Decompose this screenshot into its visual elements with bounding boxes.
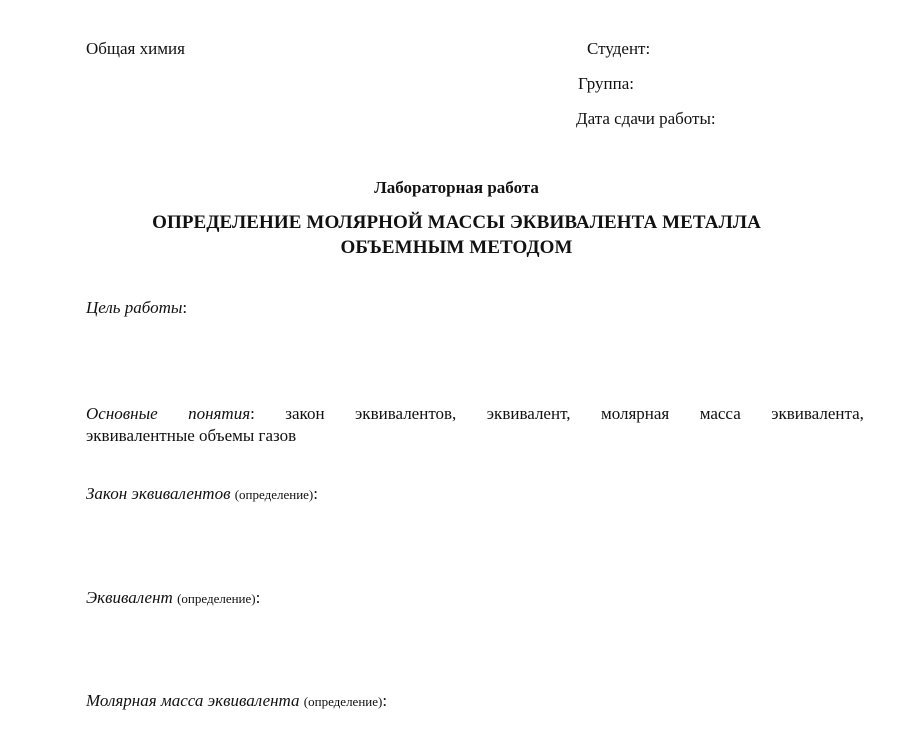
law-colon: : — [313, 484, 318, 503]
concepts-label-word-1: Основные — [86, 404, 158, 423]
goal-section — [86, 298, 187, 318]
goal-colon: : — [182, 298, 188, 317]
molar-mass-colon: : — [382, 691, 388, 710]
date-label: Дата сдачи работы: — [576, 109, 716, 128]
equivalent-note: (определение) — [177, 591, 256, 606]
lab-work-label: Лабораторная работа — [374, 178, 539, 197]
lab-title-line-1: ОПРЕДЕЛЕНИЕ МОЛЯРНОЙ МАССЫ ЭКВИВАЛЕНТА МЕТАЛЛА — [152, 212, 761, 233]
goal-label: Цель работы — [86, 298, 183, 317]
group-label: Группа: — [578, 74, 634, 93]
concepts-word: эквивалента, — [771, 404, 864, 423]
molar-mass-note: (определение) — [303, 694, 383, 709]
equivalent-section — [86, 588, 260, 608]
student-label: Студент: — [587, 39, 651, 58]
concepts-word: эквивалент, — [486, 404, 571, 423]
law-label: Закон эквивалентов — [86, 484, 231, 503]
equivalent-label: Эквивалент — [86, 588, 173, 607]
concepts-line-2: эквивалентные объемы газов — [86, 426, 297, 445]
law-note: (определение) — [234, 487, 314, 502]
molar-mass-section — [86, 691, 387, 711]
law-section — [86, 484, 318, 504]
equivalent-colon: : — [255, 588, 261, 607]
concepts-colon: : — [250, 404, 255, 423]
concepts-section — [86, 403, 864, 447]
concepts-line-1 — [86, 403, 864, 425]
concepts-word: масса — [699, 404, 741, 423]
molar-mass-label: Молярная масса эквивалента — [86, 691, 300, 710]
concepts-word: молярная — [600, 404, 670, 423]
course-name: Общая химия — [86, 39, 185, 58]
concepts-word: закон — [285, 404, 325, 423]
concepts-label-word-2-group — [188, 403, 255, 425]
concepts-label-word-2: понятия — [188, 404, 251, 423]
concepts-word: эквивалентов, — [355, 404, 457, 423]
lab-title-line-2: ОБЪЕМНЫМ МЕТОДОМ — [340, 237, 573, 258]
